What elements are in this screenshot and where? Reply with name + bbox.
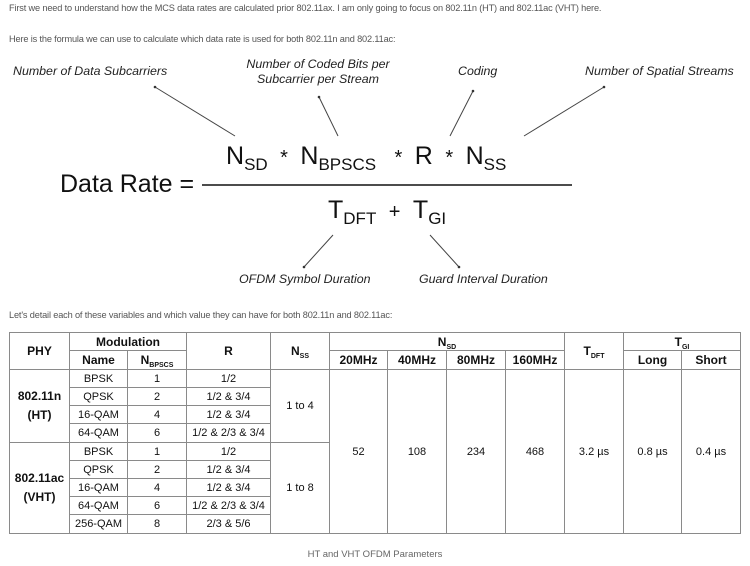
leader-line-r [450,91,473,136]
mod-nbpscs: 1 [128,370,187,388]
mod-name: BPSK [70,443,128,461]
mod-nbpscs: 6 [128,424,187,443]
header-nsd-sub: SD [446,343,457,351]
annotation-nbpscs [228,57,408,87]
mod-name: QPSK [70,461,128,479]
term-tgi-symbol: T [412,196,429,224]
phy-ht-line1: 802.11n [17,389,62,403]
formula-lhs: Data Rate = [60,170,195,198]
nsd-160mhz: 468 [506,370,565,534]
mod-r: 1/2 & 3/4 [187,406,271,424]
header-nbpscs-symbol: N [140,353,150,367]
mod-nbpscs: 2 [128,461,187,479]
header-nbpscs-sub: BPSCS [149,362,174,369]
leader-dot-nss [603,86,606,89]
annotation-tgi: Guard Interval Duration [419,272,548,286]
nss-cell-ht: 1 to 4 [271,370,330,443]
annotation-nbpscs-line1: Number of Coded Bits per [246,57,390,71]
header-bw-80: 80MHz [447,351,506,370]
header-nss-symbol: N [290,344,300,358]
header-tdft-sub: DFT [590,353,605,360]
term-tdft-symbol: T [328,196,344,224]
leader-dot-tgi [458,266,461,269]
leader-line-nbpscs [319,97,338,136]
leader-line-nsd [155,87,235,136]
nsd-20mhz: 52 [330,370,388,534]
gi-short-value: 0.4 µs [682,370,741,534]
mod-r: 1/2 & 3/4 [187,461,271,479]
leader-line-tdft [304,235,333,267]
term-nbpscs-sub: BPSCS [318,155,377,174]
nsd-40mhz: 108 [388,370,447,534]
header-r: R [187,333,271,370]
header-bw-160: 160MHz [506,351,565,370]
term-tgi-sub: GI [428,209,447,228]
header-nsd [330,333,565,351]
tdft-value: 3.2 µs [565,370,624,534]
phy-ht-line2: (HT) [27,408,52,422]
mod-name: 64-QAM [70,497,128,515]
header-name: Name [70,351,128,370]
leader-line-nss [524,87,604,136]
header-tdft [565,333,624,370]
detail-paragraph: Let's detail each of these variables and which value they can have for both 802.11n and 802.11ac: [9,310,393,320]
leader-dot-nbpscs [318,96,321,99]
op-multiply-2: * [394,147,403,169]
term-nbpscs-symbol: N [300,142,319,170]
mod-nbpscs: 4 [128,479,187,497]
mod-name: 64-QAM [70,424,128,443]
annotation-nbpscs-line2: Subcarrier per Stream [257,72,379,86]
header-tgi [624,333,741,351]
mod-name: 16-QAM [70,479,128,497]
annotation-r: Coding [458,64,498,78]
mod-r: 1/2 [187,370,271,388]
mod-r: 1/2 & 2/3 & 3/4 [187,424,271,443]
term-tdft-sub: DFT [343,209,377,228]
phy-cell-ht [10,370,70,443]
leader-dot-tdft [303,266,306,269]
leader-dot-nsd [154,86,157,89]
nss-cell-vht: 1 to 8 [271,443,330,534]
header-nss [271,333,330,370]
header-gi-long: Long [624,351,682,370]
mod-name: 16-QAM [70,406,128,424]
table-caption: HT and VHT OFDM Parameters [307,549,443,560]
mod-nbpscs: 8 [128,515,187,534]
term-r-symbol: R [414,142,433,170]
intro-paragraph-1: First we need to understand how the MCS data rates are calculated prior 802.11ax. I am only going to focus on 802.11n (HT) and 802.11ac (VHT) here. [9,3,602,13]
mod-nbpscs: 6 [128,497,187,515]
header-row-2 [10,351,741,370]
header-modulation: Modulation [70,333,187,351]
mod-r: 1/2 & 3/4 [187,479,271,497]
mod-r: 1/2 & 3/4 [187,388,271,406]
formula-denominator [328,196,447,228]
header-bw-40: 40MHz [388,351,447,370]
leader-line-tgi [430,235,459,267]
formula-numerator [226,142,507,174]
phy-cell-vht [10,443,70,534]
mod-r: 1/2 [187,443,271,461]
intro-paragraph-2: Here is the formula we can use to calculate which data rate is used for both 802.11n and 802.11ac: [9,34,396,44]
header-nsd-symbol: N [437,334,447,349]
mod-r: 1/2 & 2/3 & 3/4 [187,497,271,515]
leader-dot-r [472,90,475,93]
table-row [10,370,741,388]
mod-nbpscs: 1 [128,443,187,461]
annotation-tdft: OFDM Symbol Duration [239,272,371,286]
header-tgi-symbol: T [674,334,682,349]
mod-name: BPSK [70,370,128,388]
term-nsd-sub: SD [244,155,268,174]
header-bw-20: 20MHz [330,351,388,370]
nsd-80mhz: 234 [447,370,506,534]
mod-r: 2/3 & 5/6 [187,515,271,534]
term-nss-sub: SS [483,155,507,174]
term-nss-symbol: N [465,142,484,170]
op-multiply-3: * [445,147,454,169]
op-multiply-1: * [280,147,288,169]
phy-vht-line2: (VHT) [23,490,56,504]
header-tdft-symbol: T [583,344,591,358]
term-nsd-symbol: N [226,142,245,170]
annotation-nsd: Number of Data Subcarriers [13,64,168,78]
annotation-nss: Number of Spatial Streams [585,64,734,78]
mod-nbpscs: 2 [128,388,187,406]
header-gi-short: Short [682,351,741,370]
ofdm-parameters-table [9,332,741,534]
header-phy: PHY [10,333,70,370]
header-nbpscs [128,351,187,370]
mod-name: QPSK [70,388,128,406]
mod-name: 256-QAM [70,515,128,534]
header-row-1 [10,333,741,351]
gi-long-value: 0.8 µs [624,370,682,534]
mod-nbpscs: 4 [128,406,187,424]
header-nss-sub: SS [299,353,309,360]
header-tgi-sub: GI [681,343,690,351]
op-plus: + [388,201,401,223]
phy-vht-line1: 802.11ac [14,471,65,485]
